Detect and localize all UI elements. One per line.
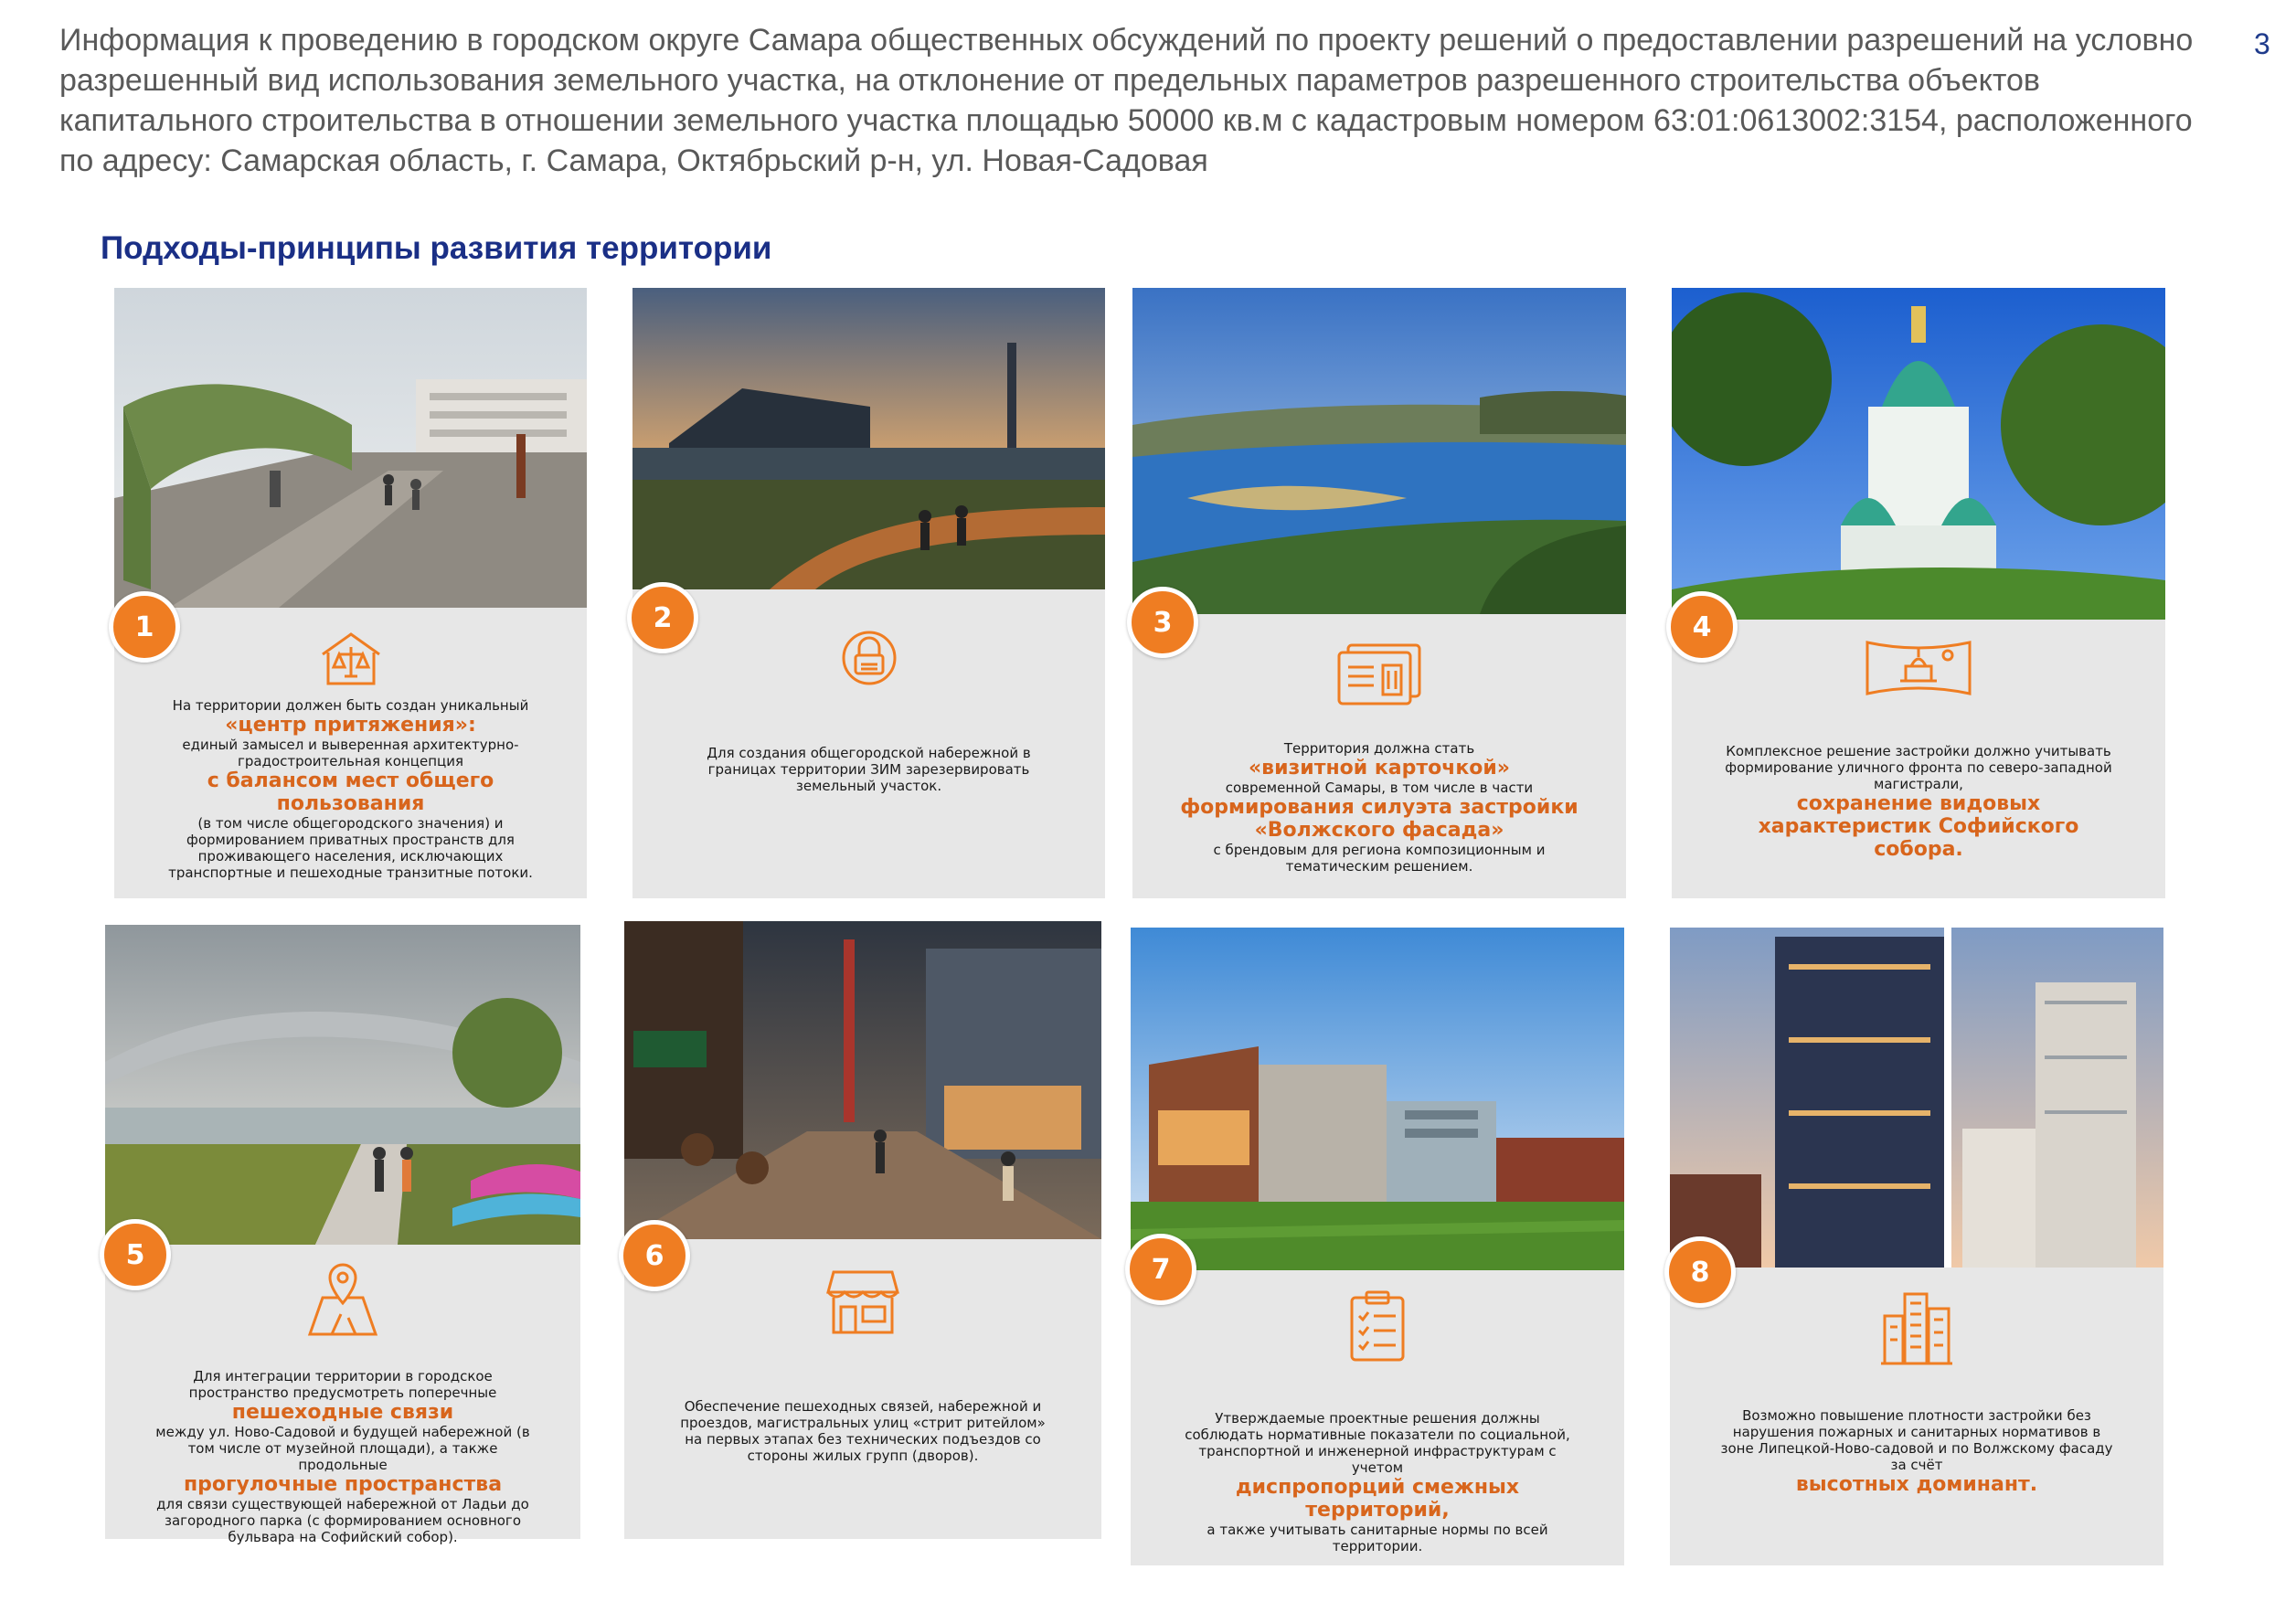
principle-text-line: Возможно повышение плотности застройки без нарушения пожарных и санитарных нормативов в зоне Липецкой-Ново-садовой и по Волжскому фасаду за счёт	[1720, 1407, 2113, 1473]
panorama-church-icon	[1864, 635, 1973, 701]
principle-photo-high-rises	[1670, 928, 2163, 1268]
skyscrapers-icon	[1881, 1289, 1952, 1365]
principle-card-6	[624, 921, 1101, 1539]
principle-photo-sofia-cathedral	[1672, 288, 2165, 620]
principle-text-3	[1132, 740, 1626, 875]
principle-text-7	[1131, 1410, 1624, 1554]
principle-card-5	[105, 925, 580, 1545]
principle-photo-campus	[1131, 928, 1624, 1270]
storefront-icon	[826, 1268, 899, 1336]
principle-text-line: единый замысел и выверенная архитектурно-градостроительная концепция	[182, 737, 519, 769]
principle-text-line: Для создания общегородской набережной в границах территории ЗИМ зарезервировать земельный участок.	[707, 745, 1031, 794]
principle-text-line: Обеспечение пешеходных связей, набережной и проездов, магистральных улиц «стрит ритейлом» на первых этапах без технических подъездов со стороны жилых групп (дворов).	[680, 1398, 1046, 1464]
principle-text-line: между ул. Ново-Садовой и будущей набережной (в том числе от музейной площади), а также продольные	[155, 1424, 530, 1473]
principle-card-3	[1132, 288, 1626, 898]
principle-text-line: Комплексное решение застройки должно учитывать формирование уличного фронта по северо-западной магистрали,	[1725, 743, 2112, 792]
principle-photo-street-retail	[624, 921, 1101, 1239]
business-card-icon	[1335, 640, 1423, 705]
principle-highlight: «визитной карточкой»	[1248, 757, 1511, 780]
principle-text-line: с брендовым для региона композиционным и тематическим решением.	[1213, 842, 1546, 875]
principle-number-badge: 5	[100, 1219, 171, 1290]
principle-card-7	[1131, 928, 1624, 1565]
principle-card-8	[1670, 928, 2163, 1565]
map-pin-icon	[304, 1261, 381, 1338]
principle-text-4	[1672, 743, 2165, 861]
document-title: Информация к проведению в городском округе Самара общественных обсуждений по проекту решений о предоставлении разрешений на условно разрешенный вид использования земельного участка, на отклонение от предельных параметров разрешенного строительства объектов капитального строительства в отношении земельного участка площадью 50000 кв.м с кадастровым номером 63:01:0613002:3154, расположенного по адресу: Самарская область, г. Самара, Октябрьский р-н, ул. Новая-Садовая	[59, 23, 2194, 178]
principle-text-6	[624, 1398, 1101, 1464]
principle-text-line: Утверждаемые проектные решения должны соблюдать нормативные показатели по социальной, транспортной и инженерной инфраструктурам с учетом	[1185, 1410, 1570, 1476]
principle-highlight: формирования силуэта застройки «Волжского фасада»	[1180, 796, 1578, 842]
principle-text-1	[114, 697, 587, 881]
clipboard-checklist-icon	[1348, 1289, 1407, 1363]
principle-highlight: «центр притяжения»:	[225, 714, 476, 737]
principle-card-2	[632, 288, 1105, 898]
principle-text-line: На территории должен быть создан уникальный	[172, 697, 529, 714]
principle-card-1	[114, 288, 587, 898]
principle-card-4	[1672, 288, 2165, 898]
principle-photo-plaza	[114, 288, 587, 608]
building-scales-icon	[319, 631, 383, 687]
principle-text-line: (в том числе общегородского значения) и формированием приватных пространств для проживающего населения, исключающих транспортные и пешеходные транзитные потоки.	[168, 815, 533, 881]
principle-highlight: прогулочные пространства	[183, 1473, 503, 1496]
principle-text-8	[1670, 1407, 2163, 1496]
principle-text-5	[105, 1368, 580, 1545]
principle-number-badge: 1	[109, 591, 180, 663]
principle-highlight: с балансом мест общего пользования	[207, 769, 494, 815]
principle-highlight: диспропорций смежных территорий,	[1235, 1476, 1520, 1522]
principle-text-line: а также учитывать санитарные нормы по всей территории.	[1206, 1522, 1548, 1554]
principle-text-line: Территория должна стать	[1283, 740, 1475, 757]
principle-highlight: высотных доминант.	[1795, 1473, 2038, 1496]
page-number: 3	[2254, 27, 2270, 60]
principle-number-badge: 6	[619, 1220, 690, 1291]
principle-number-badge: 4	[1666, 591, 1738, 663]
principle-photo-promenade	[105, 925, 580, 1245]
principle-photo-embankment-night	[632, 288, 1105, 589]
principle-number-badge: 2	[627, 582, 698, 653]
principle-text-line: для связи существующей набережной от Ладьи до загородного парка (с формированием основного бульвара на Софийский собор).	[156, 1496, 529, 1545]
section-title: Подходы-принципы развития территории	[101, 230, 772, 266]
principle-photo-volga-river	[1132, 288, 1626, 614]
principle-number-badge: 8	[1664, 1236, 1736, 1308]
principle-highlight: пешеходные связи	[231, 1401, 454, 1424]
principle-text-line: Для интеграции территории в городское пространство предусмотреть поперечные	[188, 1368, 497, 1401]
principle-text-line: современной Самары, в том числе в части	[1225, 780, 1534, 796]
principle-text-2	[632, 745, 1105, 794]
principle-number-badge: 7	[1125, 1234, 1196, 1305]
principle-highlight: сохранение видовых характеристик Софийского собора.	[1758, 792, 2079, 861]
waterfront-lock-icon	[839, 628, 899, 688]
principle-number-badge: 3	[1127, 587, 1198, 658]
